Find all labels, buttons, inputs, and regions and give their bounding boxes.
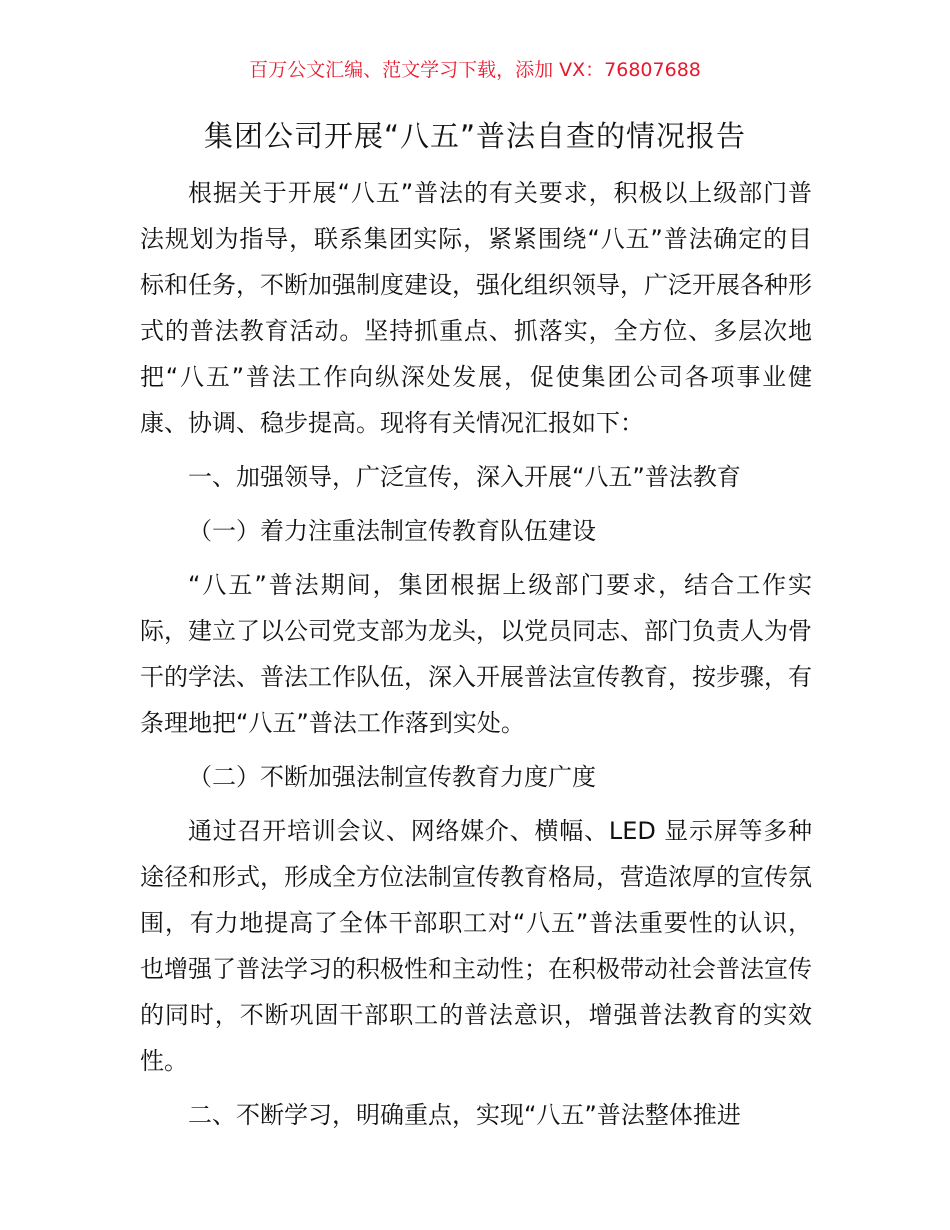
promo-banner: 百万公文汇编、范文学习下载，添加 VX：76807688 xyxy=(249,59,701,81)
subsection-paragraph-1: “八五”普法期间，集团根据上级部门要求，结合工作实际，建立了以公司党支部为龙头，以党员同志、部门负责人为骨干的学法、普法工作队伍，深入开展普法宣传教育，按步骤，有条理地把“八五”普法工作落到实处。 xyxy=(140,571,812,737)
document-body xyxy=(140,170,812,1138)
section-heading-2: 二、不断学习，明确重点，实现“八五”普法整体推进 xyxy=(188,1101,741,1129)
subsection-heading-2: （二）不断加强法制宣传教育力度广度 xyxy=(188,763,596,791)
subsection-paragraph-2: 通过召开培训会议、网络媒介、横幅、LED 显示屏等多种途径和形式，形成全方位法制宣传教育格局，营造浓厚的宣传氛围，有力地提高了全体干部职工对“八五”普法重要性的认识，也增强了普法学习的积极性和主动性；在积极带动社会普法宣传的同时，不断巩固干部职工的普法意识，增强普法教育的实效性。 xyxy=(140,817,812,1075)
document-title: 集团公司开展“八五”普法自查的情况报告 xyxy=(203,119,747,153)
section-heading-1: 一、加强领导，广泛宣传，深入开展“八五”普法教育 xyxy=(188,463,741,491)
subsection-heading-1: （一）着力注重法制宣传教育队伍建设 xyxy=(188,517,596,545)
intro-paragraph: 根据关于开展“八五”普法的有关要求，积极以上级部门普法规划为指导，联系集团实际，紧紧围绕“八五”普法确定的目标和任务，不断加强制度建设，强化组织领导，广泛开展各种形式的普法教育活动。坚持抓重点、抓落实，全方位、多层次地把“八五”普法工作向纵深处发展，促使集团公司各项事业健康、协调、稳步提高。现将有关情况汇报如下： xyxy=(140,179,812,437)
